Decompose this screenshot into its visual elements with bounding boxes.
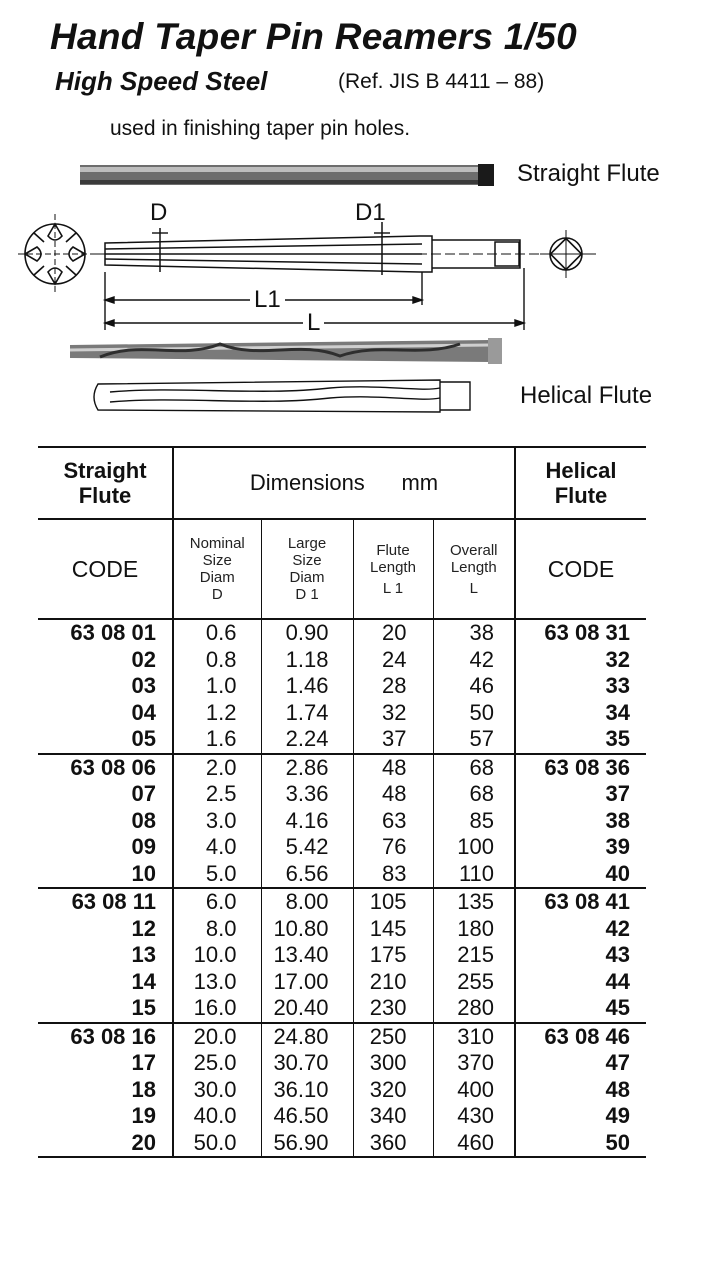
dimensions-header: Dimensions mm: [173, 447, 515, 519]
straight-code-header: CODE: [38, 519, 173, 619]
square-end-icon: [540, 230, 596, 278]
dim-l1-label: L1: [250, 286, 285, 314]
flute-length-header: Flute Length L 1: [353, 519, 433, 619]
straight-flute-reamer-image: [80, 164, 494, 186]
table-row: 63 08 06 07 08 09 10 2.0 2.5 3.0 4.0 5.0 2.86 3.36 4.16 5.42 6.56 48 48 63 76 83 68 68 85 100 110 63 08 36 37 38 39 40: [38, 754, 646, 889]
dim-d-label: D: [150, 199, 168, 226]
helical-flute-label: Helical Flute: [520, 382, 653, 409]
helical-code-header: CODE: [515, 519, 646, 619]
nominal-diam-header: Nominal Size Diam D: [173, 519, 261, 619]
table-header-row: [38, 447, 646, 519]
usage-description: used in finishing taper pin holes.: [110, 117, 411, 140]
table-row: 63 08 16 17 18 19 20 20.0 25.0 30.0 40.0 50.0 24.80 30.70 36.10 46.50 56.90 250 300 320 340 360 310 370 400 430 460 63 08 46 47 48 49 50: [38, 1023, 646, 1158]
dim-l-label: L: [303, 309, 324, 337]
helical-flute-reamer-image: [70, 338, 502, 364]
specification-table: [38, 446, 646, 1158]
helical-flute-outline: [94, 380, 470, 412]
standard-reference: (Ref. JIS B 4411 – 88): [338, 70, 545, 93]
large-diam-header: Large Size Diam D 1: [261, 519, 353, 619]
material-subtitle: High Speed Steel: [55, 66, 268, 96]
reamer-drawing: [0, 150, 720, 420]
straight-flute-header: Straight Flute: [38, 447, 173, 519]
table-subheader-row: [38, 519, 646, 619]
helical-flute-header: Helical Flute: [545, 458, 617, 508]
page-title: Hand Taper Pin Reamers 1/50: [50, 16, 578, 57]
straight-flute-outline: [95, 222, 540, 275]
table-row: 63 08 01 02 03 04 05 0.6 0.8 1.0 1.2 1.6 0.90 1.18 1.46 1.74 2.24 20 24 28 32 37 38 42 46 50 57 63 08 31 32 33 34 35: [38, 619, 646, 754]
straight-flute-label: Straight Flute: [517, 160, 660, 187]
dim-d1-label: D1: [355, 199, 386, 226]
overall-length-header: Overall Length L: [433, 519, 515, 619]
cross-section-icon: [18, 214, 96, 294]
table-row: 63 08 11 12 13 14 15 6.0 8.0 10.0 13.0 16.0 8.00 10.80 13.40 17.00 20.40 105 145 175 210 230 135 180 215 255 280 63 08 41 42 43 44 45: [38, 888, 646, 1023]
